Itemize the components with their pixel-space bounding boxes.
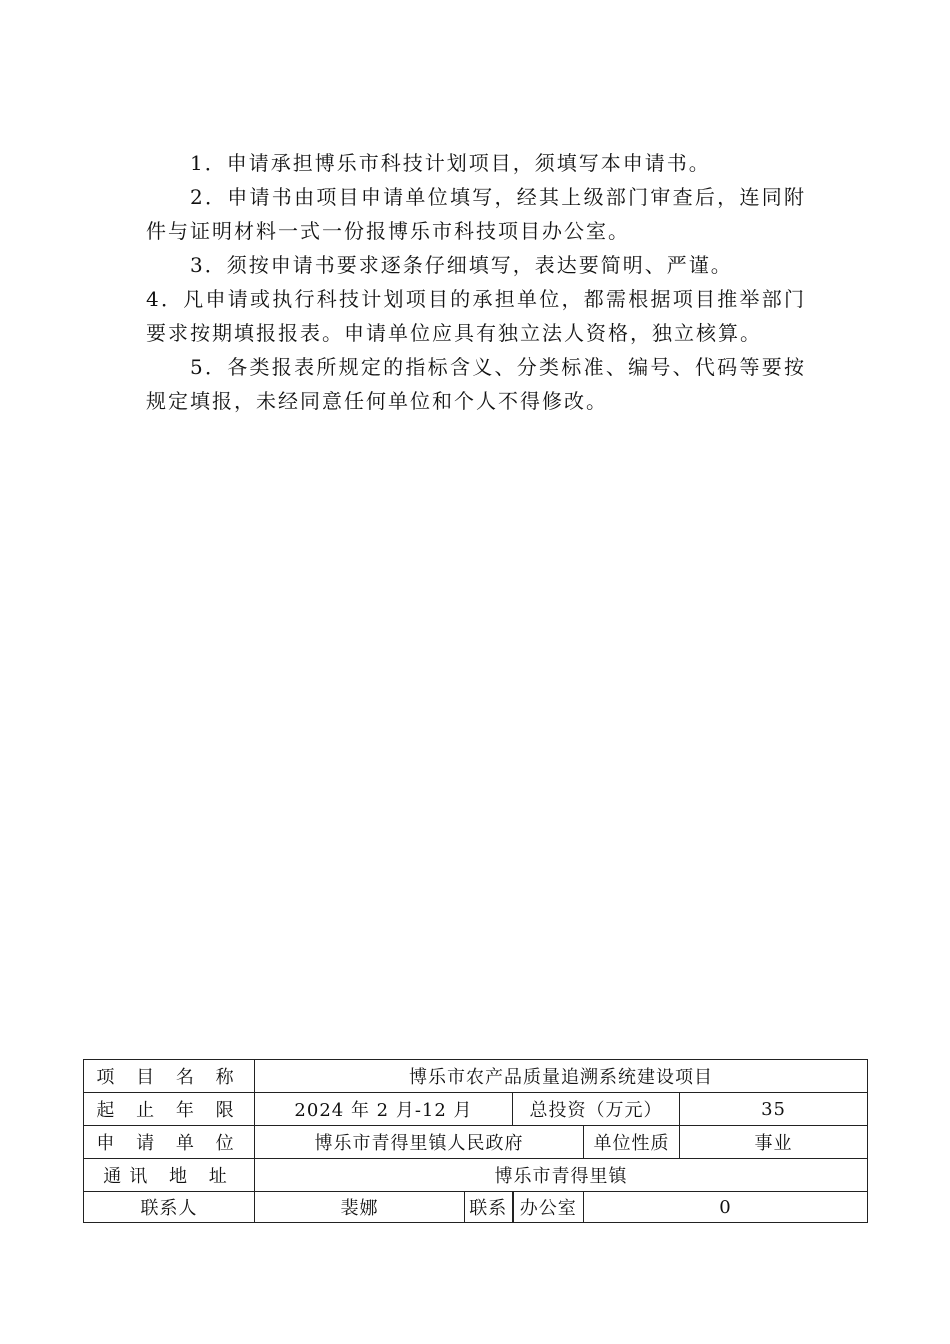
investment-label: 总投资（万元） xyxy=(513,1093,680,1126)
instruction-item-5: 5．各类报表所规定的指标含义、分类标准、编号、代码等要按规定填报，未经同意任何单位和个人不得修改。 xyxy=(146,355,806,413)
table-row-applicant xyxy=(84,1126,868,1159)
contact-label: 联系人 xyxy=(84,1192,255,1223)
project-name-label: 项 目 名 称 xyxy=(84,1060,255,1093)
address-value: 博乐市青得里镇 xyxy=(255,1159,868,1192)
applicant-value: 博乐市青得里镇人民政府 xyxy=(255,1126,584,1159)
instruction-item-1: 1．申请承担博乐市科技计划项目，须填写本申请书。 xyxy=(190,151,711,175)
unit-type-label: 单位性质 xyxy=(584,1126,680,1159)
project-name-value: 博乐市农产品质量追溯系统建设项目 xyxy=(255,1060,868,1093)
office-value: 0 xyxy=(584,1192,868,1223)
table-row-address xyxy=(84,1159,868,1192)
contact-value: 裴娜 xyxy=(255,1192,465,1223)
period-label: 起 止 年 限 xyxy=(84,1093,255,1126)
contact-info-label: 联系 xyxy=(465,1192,513,1223)
instruction-item-4: 4．凡申请或执行科技计划项目的承担单位，都需根据项目推举部门要求按期填报报表。申请单位应具有独立法人资格，独立核算。 xyxy=(146,287,806,345)
table-row-period xyxy=(84,1093,868,1126)
instructions-section xyxy=(146,146,806,418)
table-row-contact xyxy=(84,1192,868,1223)
period-value: 2024 年 2 月-12 月 xyxy=(255,1093,513,1126)
instruction-item-3: 3．须按申请书要求逐条仔细填写，表达要简明、严谨。 xyxy=(190,253,733,277)
applicant-label: 申 请 单 位 xyxy=(84,1126,255,1159)
unit-type-value: 事业 xyxy=(680,1126,868,1159)
instruction-item-2: 2．申请书由项目申请单位填写，经其上级部门审查后，连同附件与证明材料一式一份报博乐市科技项目办公室。 xyxy=(146,185,806,243)
investment-value: 35 xyxy=(680,1093,868,1126)
address-label: 通讯 地 址 xyxy=(84,1159,255,1192)
project-info-table xyxy=(83,1059,868,1223)
office-label: 办公室 xyxy=(513,1192,584,1223)
table-row-project-name xyxy=(84,1060,868,1093)
